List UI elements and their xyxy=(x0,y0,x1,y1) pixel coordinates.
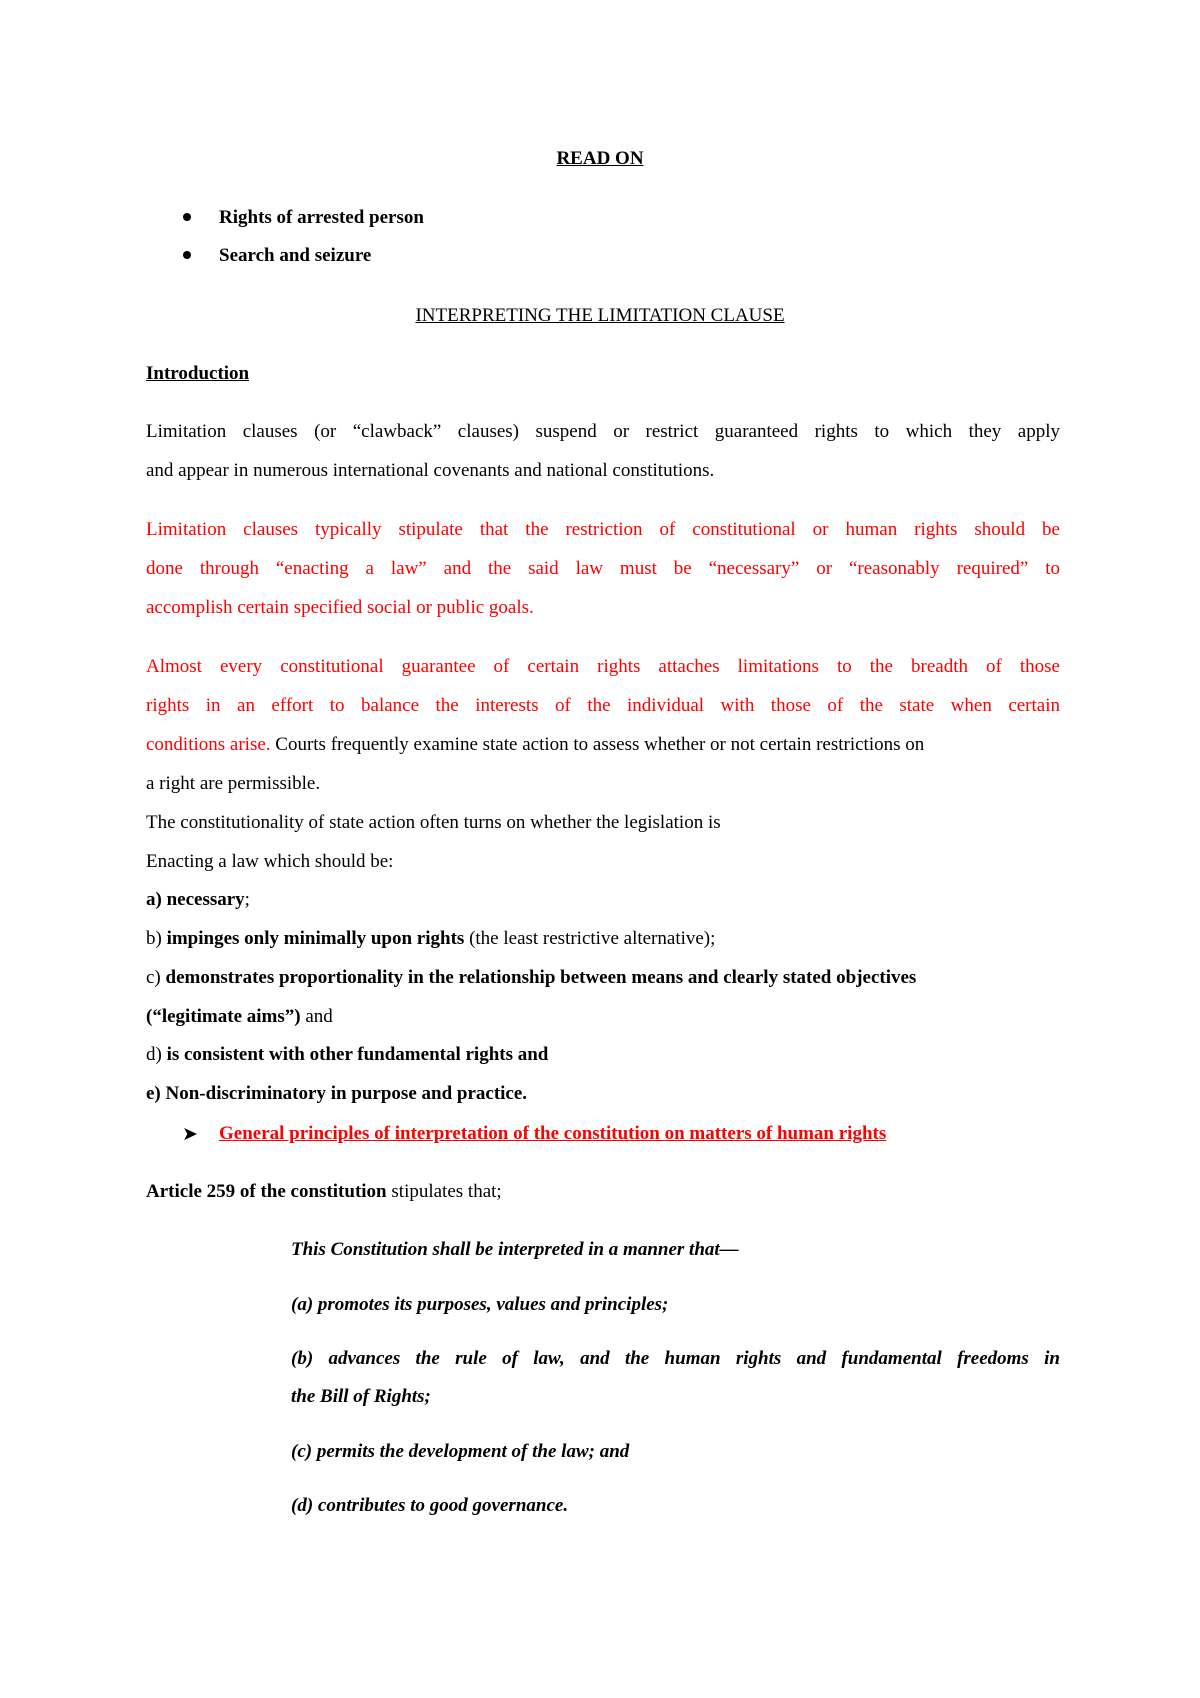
criterion-d xyxy=(146,1043,548,1067)
bullet-icon xyxy=(183,251,191,259)
paragraph-line-red: rights in an effort to balance the interests of the individual with those of the state when certain xyxy=(146,695,1060,716)
article-text: stipulates that; xyxy=(386,1181,502,1202)
article-bold: Article 259 of the constitution xyxy=(146,1181,387,1202)
quote-item-b: (b) advances the rule of law, and the human rights and fundamental freedoms in xyxy=(291,1348,1060,1369)
paragraph-line: The constitutionality of state action often turns on whether the legislation is xyxy=(146,812,721,833)
paragraph-fragment: Courts frequently examine state action to assess whether or not certain restrictions on xyxy=(270,734,925,755)
paragraph-line-red: Limitation clauses typically stipulate that the restriction of constitutional or human rights should be xyxy=(146,519,1060,540)
criterion-c-continued xyxy=(146,1005,333,1029)
quote-line: This Constitution shall be interpreted in a manner that— xyxy=(291,1239,739,1260)
general-principles-heading: General principles of interpretation of the constitution on matters of human rights xyxy=(219,1123,887,1144)
criterion-bold: (“legitimate aims”) xyxy=(146,1006,301,1027)
quote-item-d: (d) contributes to good governance. xyxy=(291,1495,569,1516)
criterion-text: and xyxy=(300,1006,333,1027)
article-259-intro xyxy=(146,1180,502,1204)
bullet-icon xyxy=(183,213,191,221)
criterion-c xyxy=(146,966,916,990)
quote-item-a: (a) promotes its purposes, values and principles; xyxy=(291,1294,669,1315)
paragraph-line: and appear in numerous international covenants and national constitutions. xyxy=(146,460,715,481)
quote-item-b-continued: the Bill of Rights; xyxy=(291,1386,431,1407)
paragraph-red-fragment: conditions arise. xyxy=(146,734,271,755)
read-on-heading: READ ON xyxy=(556,148,644,169)
criterion-b xyxy=(146,927,715,951)
quote-item-c: (c) permits the development of the law; and xyxy=(291,1441,630,1462)
arrow-bullet-icon: ➤ xyxy=(182,1123,198,1145)
paragraph-line-red: done through “enacting a law” and the said law must be “necessary” or “reasonably required” to xyxy=(146,558,1060,579)
paragraph-line: Enacting a law which should be: xyxy=(146,851,394,872)
paragraph-line: Limitation clauses (or “clawback” clauses) suspend or restrict guaranteed rights to which they apply xyxy=(146,421,1060,442)
section-title: INTERPRETING THE LIMITATION CLAUSE xyxy=(415,305,785,326)
criterion-a xyxy=(146,888,250,912)
paragraph-line: a right are permissible. xyxy=(146,773,321,794)
criterion-text: ; xyxy=(244,889,250,910)
criterion-prefix: c) xyxy=(146,967,166,988)
read-on-item: Search and seizure xyxy=(219,245,372,266)
criterion-bold: impinges only minimally upon rights xyxy=(166,928,465,949)
paragraph-line xyxy=(146,733,924,757)
criterion-bold: a) necessary xyxy=(146,889,245,910)
read-on-item: Rights of arrested person xyxy=(219,207,424,228)
paragraph-line-red: accomplish certain specified social or public goals. xyxy=(146,597,534,618)
paragraph-line-red: Almost every constitutional guarantee of certain rights attaches limitations to the breadth of those xyxy=(146,656,1060,677)
introduction-heading: Introduction xyxy=(146,363,250,384)
criterion-bold: is consistent with other fundamental rights and xyxy=(166,1044,549,1065)
criterion-bold: demonstrates proportionality in the relationship between means and clearly stated objectives xyxy=(165,967,917,988)
criterion-prefix: b) xyxy=(146,928,167,949)
criterion-text: (the least restrictive alternative); xyxy=(464,928,716,949)
criterion-e: e) Non-discriminatory in purpose and practice. xyxy=(146,1083,528,1104)
criterion-prefix: d) xyxy=(146,1044,167,1065)
